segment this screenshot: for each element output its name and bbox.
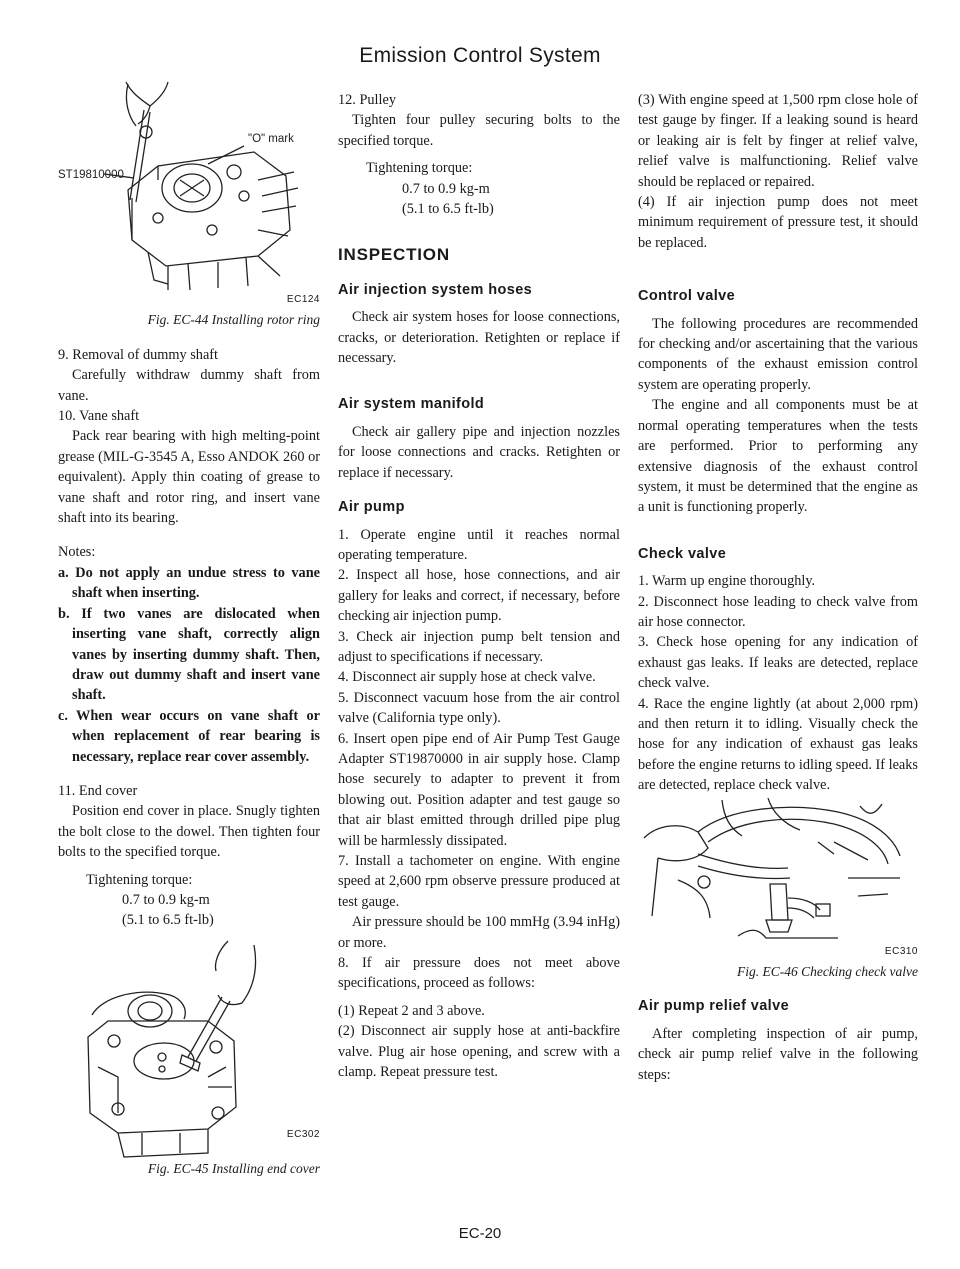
notes-title: Notes: xyxy=(58,544,96,561)
torque-label: Tightening torque: xyxy=(86,871,193,888)
hoses-body: Check air system hoses for loose connections, cracks, or deterioration. Retighten or replace if necessary. xyxy=(338,309,620,367)
list-item: 3. Check air injection pump belt tension and adjust to specifications if necessary. xyxy=(338,628,620,665)
figure-ec45 xyxy=(58,937,320,1180)
torque-imperial: (5.1 to 6.5 ft-lb) xyxy=(402,201,494,218)
step-10-title: 10. Vane shaft xyxy=(58,408,140,425)
torque-imperial: (5.1 to 6.5 ft-lb) xyxy=(122,912,214,929)
list-item: 8. If air pressure does not meet above specifications, proceed as follows: xyxy=(338,955,620,992)
mark-label: "O" mark xyxy=(248,133,294,145)
control-valve-heading: Control valve xyxy=(638,288,736,305)
list-item: 1. Operate engine until it reaches normal operating temperature. xyxy=(338,526,620,563)
figure-ec46 xyxy=(638,798,918,983)
figure-caption: Fig. EC-44 Installing rotor ring xyxy=(147,312,320,328)
figure-code: EC124 xyxy=(286,294,320,305)
torque-label: Tightening torque: xyxy=(366,160,473,177)
column-right xyxy=(638,80,918,1085)
page-header: Emission Control System xyxy=(359,44,601,67)
rotor-ring-illustration xyxy=(58,80,320,290)
inspection-heading: INSPECTION xyxy=(338,245,450,265)
list-item: 1. Warm up engine thoroughly. xyxy=(638,573,816,590)
list-item: 4. Disconnect air supply hose at check valve. xyxy=(338,669,596,686)
step-9-body: Carefully withdraw dummy shaft from vane. xyxy=(58,367,320,404)
torque-spec xyxy=(338,158,620,219)
figure-code: EC302 xyxy=(286,1128,320,1140)
figure-ec44 xyxy=(58,80,320,331)
list-item: (3) With engine speed at 1,500 rpm close hole of test gauge by finger. If a leaking sound is heard or leaking air is felt by finger at relief valve, relief valve is malfunctioning. Relief valve should be replaced or repaired. xyxy=(638,92,918,190)
relief-valve-heading: Air pump relief valve xyxy=(638,998,790,1015)
note-item: b. If two vanes are dislocated when inserting vane shaft, correctly align vanes by inserting dummy shaft. Then, draw out dummy shaft and insert vane shaft. xyxy=(58,605,320,704)
air-pump-heading: Air pump xyxy=(338,499,405,516)
step-11-body: Position end cover in place. Snugly tighten the bolt close to the dowel. Then tighten four bolts to the specified torque. xyxy=(58,803,320,861)
step-12-title: 12. Pulley xyxy=(338,92,396,108)
figure-caption: Fig. EC-46 Checking check valve xyxy=(736,964,918,979)
check-valve-heading: Check valve xyxy=(638,545,727,562)
torque-metric: 0.7 to 0.9 kg-m xyxy=(122,891,210,908)
step-9-title: 9. Removal of dummy shaft xyxy=(58,346,219,363)
step-12-body: Tighten four pulley securing bolts to the specified torque. xyxy=(338,112,620,149)
control-valve-body: The following procedures are recommended for checking and/or ascertaining that the various components of the exhaust emission control system are operating properly. xyxy=(638,315,918,393)
list-item: (4) If air injection pump does not meet minimum requirement of pressure test, it should be replaced. xyxy=(638,194,918,251)
part-label: ST19810000 xyxy=(58,169,124,181)
list-item: 2. Disconnect hose leading to check valve from air hose connector. xyxy=(638,593,918,630)
figure-caption: Fig. EC-45 Installing end cover xyxy=(147,1161,320,1177)
list-item: (2) Disconnect air supply hose at anti-backfire valve. Plug air hose opening, and screw with a clamp. Repeat pressure test. xyxy=(338,1023,620,1081)
hoses-heading: Air injection system hoses xyxy=(338,281,533,298)
list-item: 6. Insert open pipe end of Air Pump Test Gauge Adapter ST19870000 in air supply hose. Clamp hose securely to adapter to prevent it from blowing out. Position adapter and test gauge so that air blast emitted through drilled pipe plug will be harmlessly dissipated. xyxy=(338,730,620,849)
list-item: 2. Inspect all hose, hose connections, and air gallery for leaks and correct, if necessary, before checking air injection pump. xyxy=(338,567,620,625)
list-item: 3. Check hose opening for any indication of exhaust gas leaks. If leaks are detected, replace check valve. xyxy=(638,634,918,692)
manifold-body: Check air gallery pipe and injection nozzles for loose connections and cracks. Retighten or replace if necessary. xyxy=(338,423,620,481)
figure-code: EC310 xyxy=(884,945,918,957)
control-valve-body: The engine and all components must be at normal operating temperatures when the tests are performed. Prior to performing any extensive diagnosis of the exhaust control system, it must be determined that the engine as a unit is functioning properly. xyxy=(638,397,918,516)
step-11-title: 11. End cover xyxy=(58,782,138,799)
step-10-body: Pack rear bearing with high melting-point grease (MIL-G-3545 A, Esso ANDOK 260 or equivalent). Apply thin coating of grease to vane shaft and rotor ring, and insert vane shaft into its bearing. xyxy=(58,428,320,527)
list-item: 5. Disconnect vacuum hose from the air control valve (California type only). xyxy=(338,689,620,727)
torque-spec xyxy=(58,870,320,931)
page-number: EC-20 xyxy=(458,1225,502,1242)
note-item: c. When wear occurs on vane shaft or when replacement of rear bearing is necessary, replace rear cover assembly. xyxy=(58,707,320,765)
list-item: (1) Repeat 2 and 3 above. xyxy=(338,1002,485,1019)
column-middle xyxy=(338,80,620,1082)
list-item: 7. Install a tachometer on engine. With engine speed at 2,600 rpm observe pressure produced at test gauge. xyxy=(338,853,620,910)
pressure-note: Air pressure should be 100 mmHg (3.94 inHg) or more. xyxy=(338,914,620,951)
check-valve-illustration xyxy=(638,798,918,948)
relief-valve-body: After completing inspection of air pump, check air pump relief valve in the following steps: xyxy=(638,1025,918,1083)
list-item: 4. Race the engine lightly (at about 2,000 rpm) and then return it to idling. Visually check the hose for any indication of exhaust gas leaks before the engine returns to idling speed. If leaks are detected, replace check valve. xyxy=(638,695,918,794)
manifold-heading: Air system manifold xyxy=(338,396,485,413)
column-left xyxy=(58,80,320,1180)
note-item: a. Do not apply an undue stress to vane shaft when inserting. xyxy=(58,564,320,602)
torque-metric: 0.7 to 0.9 kg-m xyxy=(402,180,490,197)
